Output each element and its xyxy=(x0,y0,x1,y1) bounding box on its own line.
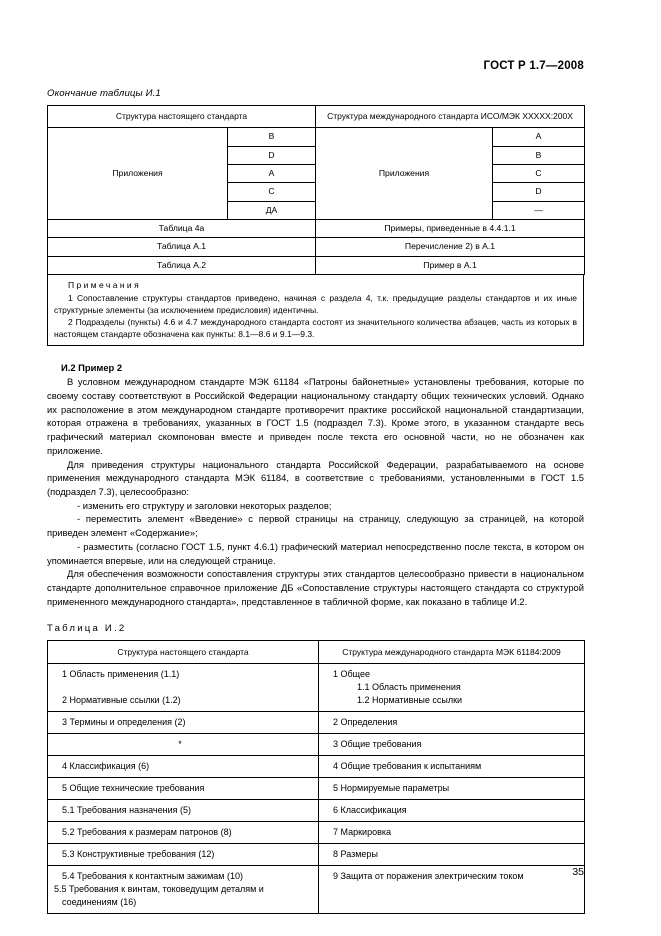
table2-cell-left: 4 Классификация (6) xyxy=(48,756,319,778)
table2-cell-left: 3 Термины и определения (2) xyxy=(48,711,319,733)
table2-cell-right: 3 Общие требования xyxy=(319,734,585,756)
cell-subline: 1.1 Область применения xyxy=(357,681,461,692)
cell-line: 2 Нормативные ссылки (1.2) xyxy=(62,694,181,705)
standard-identifier: ГОСТ Р 1.7—2008 xyxy=(483,60,584,72)
table2-cell-left xyxy=(48,663,319,711)
table1-cell-left: Таблица 4а xyxy=(48,219,316,237)
table1-appendix-left-item: A xyxy=(228,164,316,182)
table2-cell-right: 2 Определения xyxy=(319,711,585,733)
table1-appendix-left-label: Приложения xyxy=(48,128,228,220)
table2-cell-left-asterisk: * xyxy=(48,734,319,756)
table1-appendix-left-item: ДА xyxy=(228,201,316,219)
table2-header-right: Структура международного стандарта МЭК 61184:2009 xyxy=(319,640,585,663)
table-row xyxy=(48,844,585,866)
table2-cell-left: 5.3 Конструктивные требования (12) xyxy=(48,844,319,866)
table-row xyxy=(48,711,585,733)
page-number: 35 xyxy=(572,866,584,878)
table-i1 xyxy=(47,105,585,275)
cell-line: 5.4 Требования к контактным зажимам (10) xyxy=(62,871,243,882)
table2-header-row xyxy=(48,640,585,663)
cell-line: 1 Область применения (1.1) xyxy=(62,668,180,679)
table1-appendix-left-item: C xyxy=(228,183,316,201)
table2-block xyxy=(47,623,584,915)
table-row xyxy=(48,238,585,256)
table1-header-row xyxy=(48,106,585,128)
section-i2 xyxy=(47,362,584,608)
table2-cell-left xyxy=(48,866,319,914)
table1-appendix-right-item: — xyxy=(493,201,585,219)
list-item: - разместить (согласно ГОСТ 1.5, пункт 4.6.1) графический материал непосредственно после текста, в котором он упоминается впервые, или на следующей странице. xyxy=(47,540,584,566)
table1-appendix-right-item: D xyxy=(493,183,585,201)
paragraph: В условном международном стандарте МЭК 61184 «Патроны байонетные» установлены требования, которые по своему составу соответствуют в Российской Федерации национальному стандарту общих технических условий. Однако их расположение в этом международном стандарте противоречит практике российской национальной стандартизации, которая отражена в требованиях, указанных в ГОСТ 1.5 (подраздел 7.3). Кроме этого, в указанном стандарте весь графический материал скомпонован вместе и приведен после текста его основной части, но не обозначен как приложение. xyxy=(47,376,584,456)
list-item: - переместить элемент «Введение» с первой страницы на страницу, следующую за страницей, на которой приведен элемент «Содержание»; xyxy=(47,513,584,539)
table2-cell-right: 5 Нормируемые параметры xyxy=(319,778,585,800)
table-row xyxy=(48,256,585,274)
table1-cell-right: Пример в А.1 xyxy=(316,256,585,274)
table1-notes xyxy=(47,275,584,346)
table2-header-left: Структура настоящего стандарта xyxy=(48,640,319,663)
table-row xyxy=(48,778,585,800)
notes-title: Примечания xyxy=(68,279,142,290)
page-header xyxy=(0,60,584,72)
table-row xyxy=(48,800,585,822)
table1-cell-left: Таблица А.1 xyxy=(48,238,316,256)
table-row xyxy=(48,756,585,778)
table2-cell-right xyxy=(319,663,585,711)
section-heading: И.2 Пример 2 xyxy=(61,362,123,374)
note-item: 2 Подразделы (пункты) 4.6 и 4.7 международного стандарта состоят из значительного количества абзацев, часть из которых в настоящем стандарте обозначена как пункты: 8.1—8.6 и 9.1—9.3. xyxy=(54,317,577,340)
table2-cell-right: 8 Размеры xyxy=(319,844,585,866)
paragraph: Для приведения структуры национального стандарта Российской Федерации, разрабатываемого на основе применения международного стандарта МЭК 61184, в соответствие с требованиями, установленными в ГОСТ 1.5 (подраздел 7.3), целесообразно: xyxy=(47,458,584,498)
table-row xyxy=(48,663,585,711)
table2-cell-right: 7 Маркировка xyxy=(319,822,585,844)
table2-cell-left: 5.1 Требования назначения (5) xyxy=(48,800,319,822)
page-content xyxy=(47,88,584,914)
table2-cell-left: 5 Общие технические требования xyxy=(48,778,319,800)
cell-line: 5.5 Требования к винтам, токоведущим деталям и соединениям (16) xyxy=(54,884,264,908)
table1-appendix-left-item: D xyxy=(228,146,316,164)
table-i2 xyxy=(47,640,585,915)
table-row xyxy=(48,734,585,756)
table-row xyxy=(48,128,585,146)
table1-appendix-right-label: Приложения xyxy=(316,128,493,220)
table1-cell-right: Перечисление 2) в А.1 xyxy=(316,238,585,256)
table1-cell-right: Примеры, приведенные в 4.4.1.1 xyxy=(316,219,585,237)
table1-caption: Окончание таблицы И.1 xyxy=(47,88,161,99)
cell-subline: 1.2 Нормативные ссылки xyxy=(357,694,463,705)
table-row xyxy=(48,866,585,914)
table1-cell-left: Таблица А.2 xyxy=(48,256,316,274)
table2-cell-right: 6 Классификация xyxy=(319,800,585,822)
table2-cell-left: 5.2 Требования к размерам патронов (8) xyxy=(48,822,319,844)
table2-cell-right: 4 Общие требования к испытаниям xyxy=(319,756,585,778)
table2-cell-right: 9 Защита от поражения электрическим током xyxy=(319,866,585,914)
paragraph: Для обеспечения возможности сопоставления структуры этих стандартов целесообразно привести в национальном стандарте дополнительное справочное приложение ДБ «Сопоставление структуры настоящего стандарта со структурой примененного международного стандарта», представленное в табличной форме, как показано в таблице И.2. xyxy=(47,568,584,607)
table1-appendix-right-item: B xyxy=(493,146,585,164)
table1-header-right: Структура международного стандарта ИСО/МЭК XXXXX:200X xyxy=(316,106,585,128)
table1-header-left: Структура настоящего стандарта xyxy=(48,106,316,128)
table1-appendix-left-item: B xyxy=(228,128,316,146)
list-item: - изменить его структуру и заголовки некоторых разделов; xyxy=(77,499,332,511)
cell-line: 1 Общее xyxy=(333,668,370,679)
note-item: 1 Сопоставление структуры стандартов приведено, начиная с раздела 4, т.к. предыдущие разделы стандартов и их иные структурные элементы (за исключением предисловия) идентичны. xyxy=(54,293,577,316)
table-row xyxy=(48,219,585,237)
table-row xyxy=(48,822,585,844)
table1-appendix-right-item: C xyxy=(493,164,585,182)
table2-caption: Таблица И.2 xyxy=(47,622,127,634)
table1-appendix-right-item: A xyxy=(493,128,585,146)
